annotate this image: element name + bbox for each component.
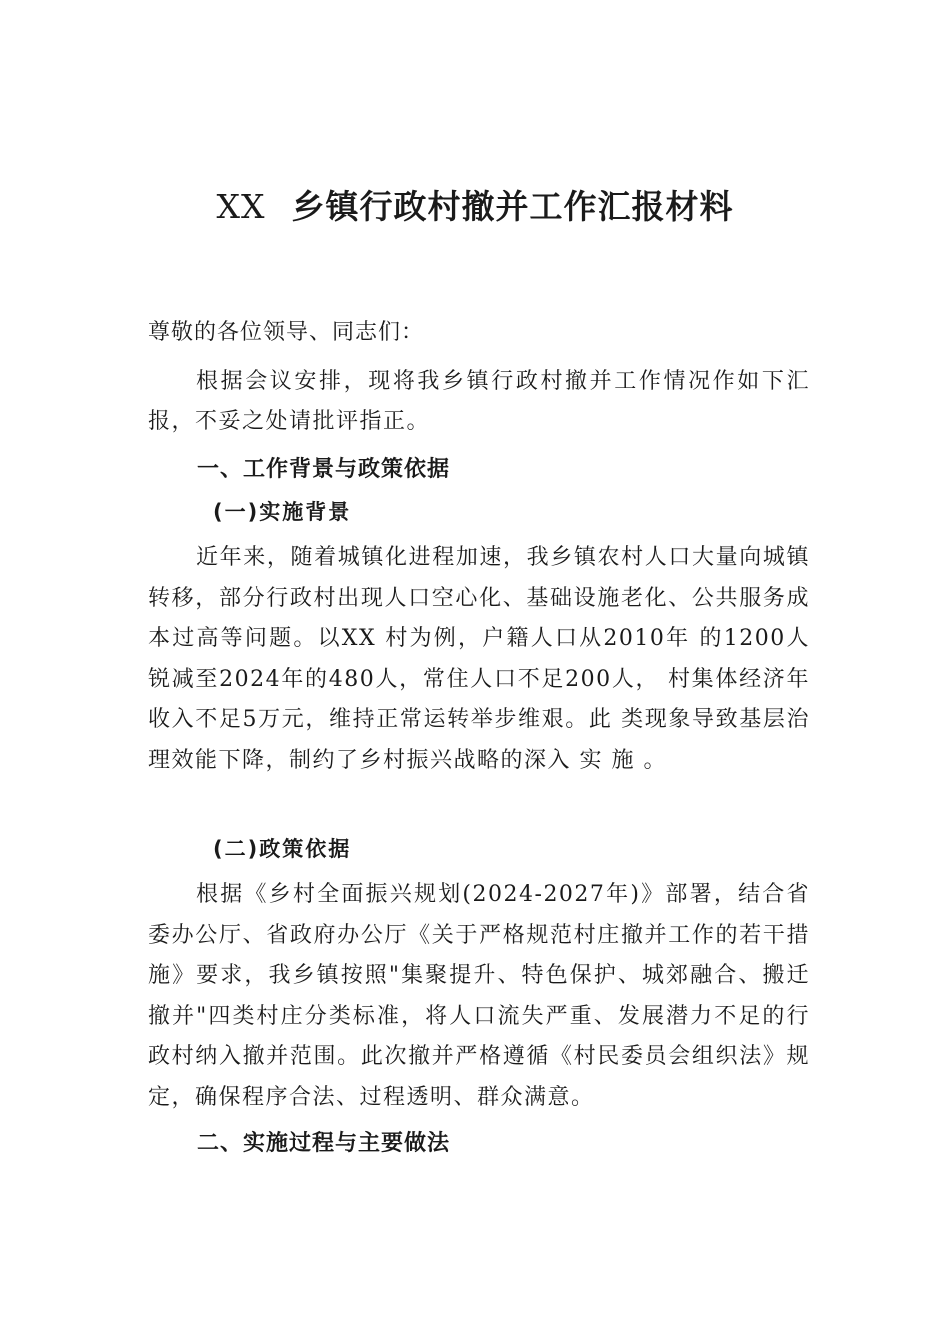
subsection-2-heading: (二)政策依据 [213,837,352,861]
background-paragraph: 近年来，随着城镇化进程加速，我乡镇农村人口大量向城镇转移，部分行政村出现人口空心化、基础设施老化、公共服务成本过高等问题。以XX 村为例，户籍人口从2010年 的1200人锐减至2024年的480人，常住人口不足200人， 村集体经济年收入不足5万元，维持正常运转举步维艰。此 类现象导致基层治理效能下降，制约了乡村振兴战略的深入 实 施 。 [148,545,810,773]
intro-paragraph: 根据会议安排，现将我乡镇行政村撤并工作情况作如下汇报，不妥之处请批评指正。 [148,369,810,434]
section-1-heading: 一、工作背景与政策依据 [197,457,451,482]
policy-paragraph: 根据《乡村全面振兴规划(2024-2027年)》部署，结合省委办公厅、省政府办公厅《关于严格规范村庄撤并工作的若干措施》要求，我乡镇按照"集聚提升、特色保护、城郊融合、搬迁撤并"四类村庄分类标准，将人口流失严重、发展潜力不足的行政村纳入撤并范围。此次撤并严格遵循《村民委员会组织法》规定，确保程序合法、过程透明、群众满意。 [148,882,810,1110]
section-2-heading: 二、实施过程与主要做法 [197,1131,451,1156]
title-prefix: XX [216,187,266,226]
greeting: 尊敬的各位领导、同志们： [148,320,425,345]
document-title [0,182,950,232]
title-text: 乡镇行政村撤并工作汇报材料 [291,187,734,226]
subsection-1-heading: (一)实施背景 [213,500,352,524]
